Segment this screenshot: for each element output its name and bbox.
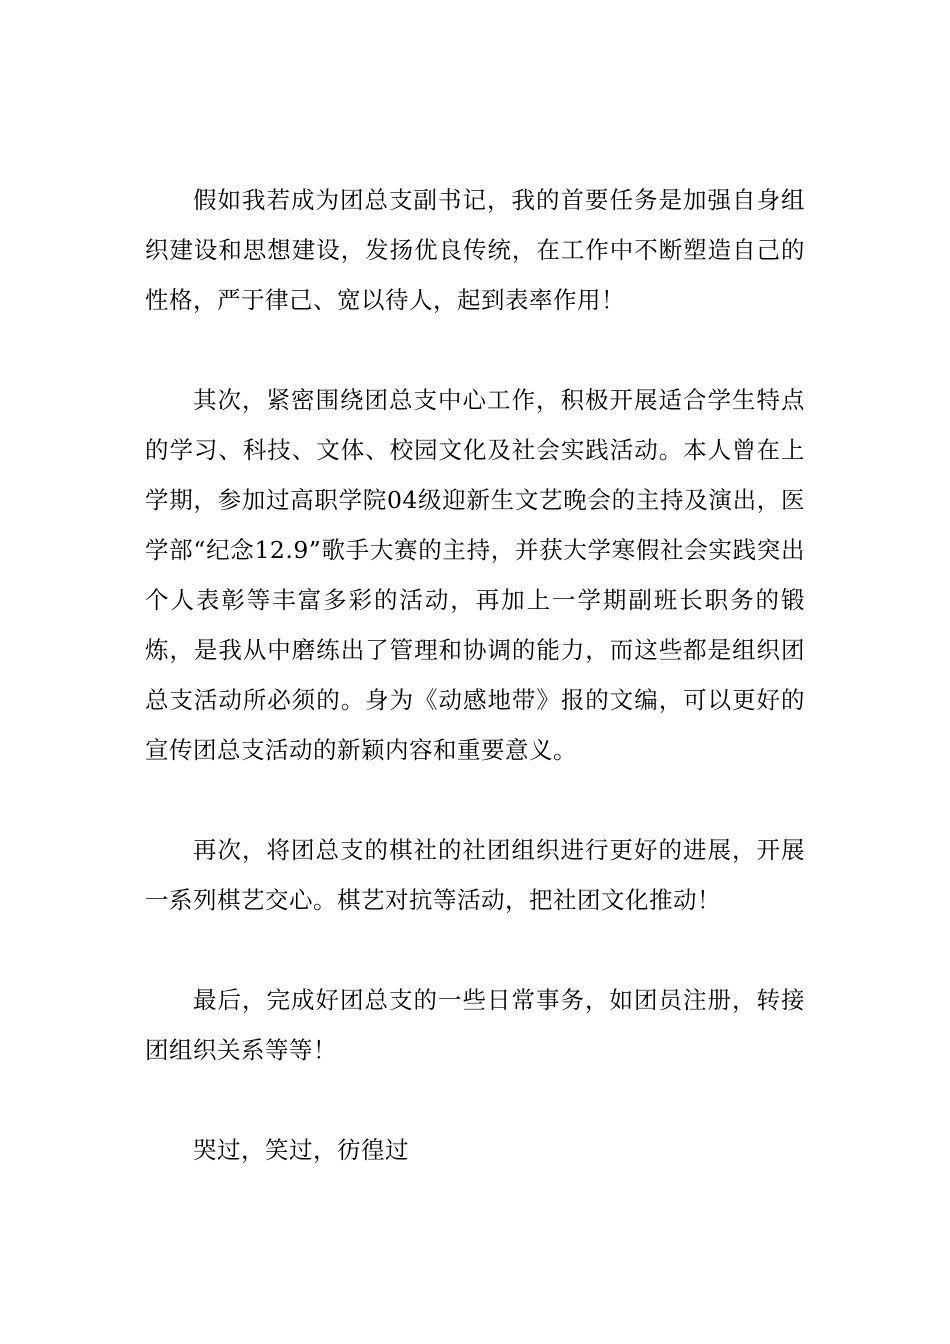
document-body xyxy=(145,175,805,1175)
paragraph-3: 再次，将团总支的棋社的社团组织进行更好的进展，开展一系列棋艺交心。棋艺对抗等活动，把社团文化推动！ xyxy=(145,836,805,914)
paragraph-2: 其次，紧密围绕团总支中心工作，积极开展适合学生特点的学习、科技、文体、校园文化及社会实践活动。本人曾在上学期，参加过高职学院04级迎新生文艺晚会的主持及演出，医学部“纪念12.9”歌手大赛的主持，并获大学寒假社会实践突出个人表彰等丰富多彩的活动，再加上一学期副班长职务的锻炼，是我从中磨练出了管理和协调的能力，而这些都是组织团总支活动所必须的。身为《动感地带》报的文编，可以更好的宣传团总支活动的新颖内容和重要意义。 xyxy=(145,386,805,764)
paragraph-4: 最后，完成好团总支的一些日常事务，如团员注册，转接团组织关系等等！ xyxy=(145,986,805,1064)
paragraph-5: 哭过，笑过，彷徨过 xyxy=(193,1136,409,1164)
paragraph-1: 假如我若成为团总支副书记，我的首要任务是加强自身组织建设和思想建设，发扬优良传统，在工作中不断塑造自己的性格，严于律己、宽以待人，起到表率作用！ xyxy=(145,186,805,314)
